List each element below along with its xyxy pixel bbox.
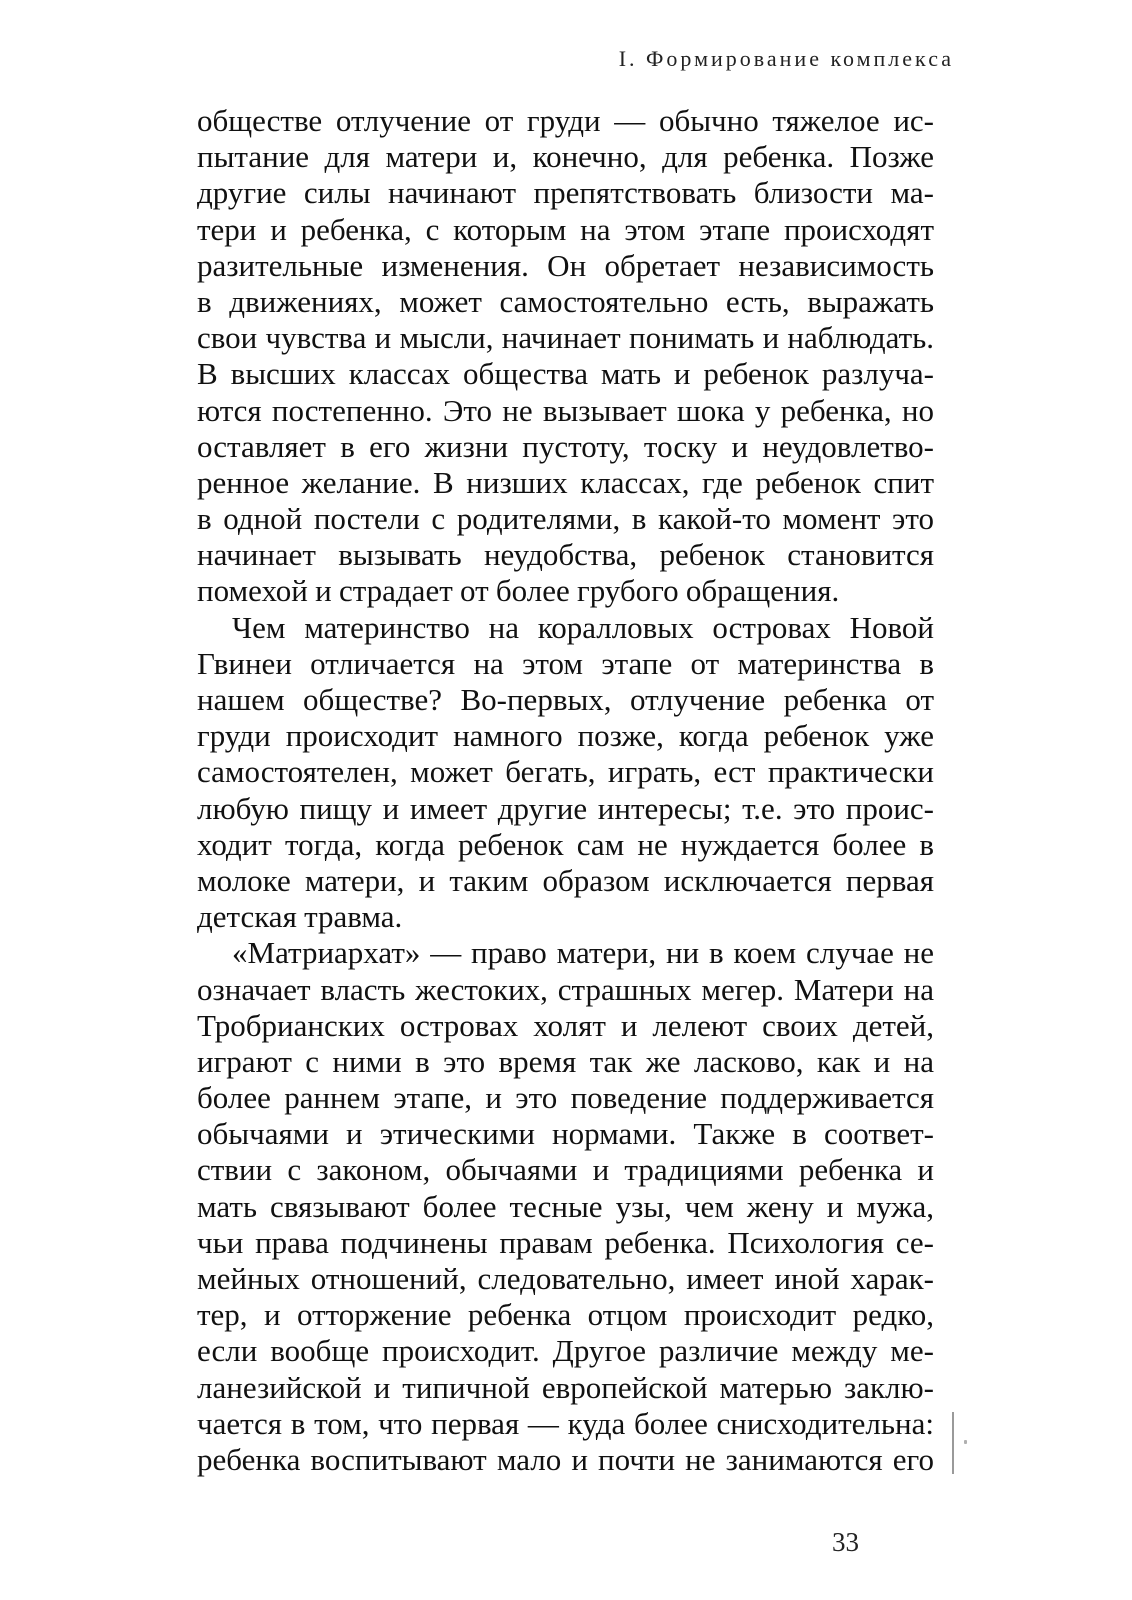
text-line: если вообще происходит. Другое различие между ме- — [197, 1333, 934, 1369]
text-line: мейных отношений, следовательно, имеет иной харак- — [197, 1261, 934, 1296]
text-line: груди происходит намного позже, когда ребенок уже — [197, 718, 934, 754]
text-line: ются постепенно. Это не вызывает шока у ребенка, но — [197, 392, 934, 428]
text-line: тери и ребенка, с которым на этом этапе происходят — [197, 211, 934, 247]
text-line: молоке матери, и таким образом исключается первая — [197, 862, 934, 898]
text-line: означает власть жестоких, страшных мегер. Матери на — [197, 971, 934, 1007]
text-line: тер, и отторжение ребенка отцом происходит редко, — [197, 1297, 934, 1333]
text-line: начинает вызывать неудобства, ребенок становится — [197, 537, 934, 573]
margin-scan-dot — [964, 1440, 967, 1444]
text-line: более раннем этапе, и это поведение поддерживается — [197, 1080, 934, 1116]
text-line: ребенка воспитывают мало и почти не занимаются его — [197, 1441, 934, 1477]
text-line: играют с ними в это время так же ласково, как и на — [197, 1043, 934, 1079]
text-line: Тробрианских островах холят и лелеют своих детей, — [197, 1007, 934, 1043]
text-line: разительные изменения. Он обретает независимость — [197, 247, 934, 283]
text-line: Гвинеи отличается на этом этапе от материнства в — [197, 645, 934, 681]
text-line: В высших классах общества мать и ребенок разлуча- — [197, 356, 934, 392]
body-text — [197, 103, 934, 1478]
text-line: в одной постели с родителями, в какой-то момент это — [197, 501, 934, 537]
text-line: чается в том, что первая — куда более снисходительна: — [197, 1405, 934, 1441]
running-head: I. Формирование комплекса — [618, 46, 954, 71]
text-line: обществе отлучение от груди — обычно тяжелое ис- — [197, 103, 934, 138]
text-line: свои чувства и мысли, начинает понимать и наблюдать. — [197, 320, 934, 356]
text-line: ходит тогда, когда ребенок сам не нуждается более в — [197, 826, 934, 862]
text-line: пытание для матери и, конечно, для ребенка. Позже — [197, 139, 934, 175]
text-line: ствии с законом, обычаями и традициями ребенка и — [197, 1152, 934, 1188]
text-line: помехой и страдает от более грубого обращения. — [197, 573, 840, 609]
text-line: нашем обществе? Во-первых, отлучение ребенка от — [197, 682, 934, 717]
text-line: ренное желание. В низших классах, где ребенок спит — [197, 464, 934, 500]
text-line: любую пищу и имеет другие интересы; т.е. это проис- — [197, 790, 934, 826]
text-line: в движениях, может самостоятельно есть, выражать — [197, 283, 934, 319]
text-line: самостоятелен, может бегать, играть, ест практически — [197, 754, 934, 790]
text-line: ланезийской и типичной европейской матерью заклю- — [197, 1369, 934, 1405]
paragraph-first-line: Чем материнство на коралловых островах Новой — [232, 609, 934, 645]
text-line: мать связывают более тесные узы, чем жену и мужа, — [197, 1188, 934, 1224]
page-number: 33 — [832, 1527, 859, 1557]
text-line: обычаями и этическими нормами. Также в соответ- — [197, 1116, 934, 1152]
margin-scan-mark — [952, 1412, 954, 1474]
text-line: чьи права подчинены правам ребенка. Психология се- — [197, 1224, 934, 1260]
text-line: оставляет в его жизни пустоту, тоску и неудовлетво- — [197, 428, 934, 464]
text-line: другие силы начинают препятствовать близости ма- — [197, 175, 934, 211]
paragraph-first-line: «Матриархат» — право матери, ни в коем случае не — [232, 935, 934, 971]
text-line: детская травма. — [197, 899, 403, 935]
